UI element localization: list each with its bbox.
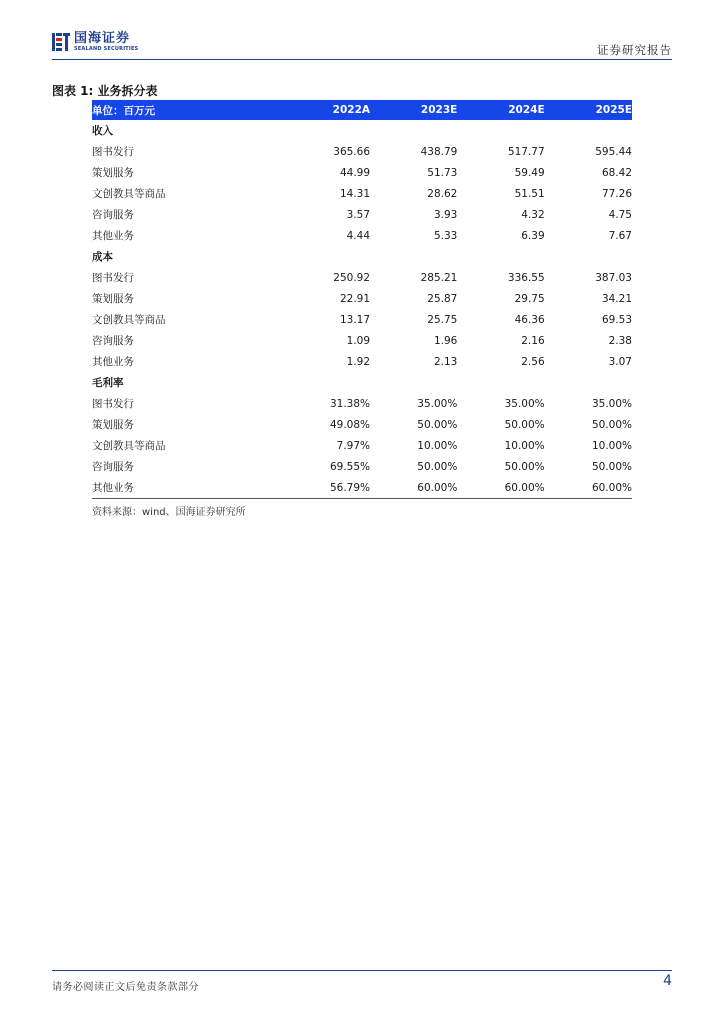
value-cell: 50.00%: [591, 418, 632, 431]
value-cell: 517.77: [507, 145, 545, 158]
row-label: 图书发行: [92, 398, 134, 410]
value-cell: 250.92: [333, 271, 371, 284]
value-cell: 336.55: [507, 271, 545, 284]
table-row: [92, 162, 632, 183]
value-cell: 49.08%: [329, 418, 371, 431]
empty-cell: [457, 372, 544, 393]
table-row: [92, 414, 632, 435]
value-cell: 3.93: [433, 208, 458, 221]
value-cell: 2.16: [521, 334, 545, 347]
row-label: 咨询服务: [92, 209, 134, 221]
value-cell: 56.79%: [283, 477, 370, 499]
value-cell: 7.97%: [336, 439, 371, 452]
value-cell: 29.75: [514, 292, 545, 305]
disclaimer-note: 请务必阅读正文后免责条款部分: [52, 982, 199, 993]
section-row: [92, 246, 632, 267]
value-cell: 1.09: [346, 334, 371, 347]
table-row: [92, 288, 632, 309]
empty-cell: [545, 246, 632, 267]
row-label: 其他业务: [92, 477, 283, 499]
value-cell: 69.55%: [329, 460, 371, 473]
value-cell: 68.42: [601, 166, 632, 179]
table-row: [92, 393, 632, 414]
table-row: [92, 435, 632, 456]
value-cell: 387.03: [595, 271, 632, 284]
row-label: 文创教具等商品: [92, 314, 166, 326]
table-row: [92, 330, 632, 351]
value-cell: 4.75: [608, 208, 632, 221]
value-cell: 1.96: [433, 334, 458, 347]
value-cell: 35.00%: [504, 397, 545, 410]
empty-cell: [283, 120, 370, 141]
value-cell: 10.00%: [591, 439, 632, 452]
value-cell: 51.51: [514, 187, 545, 200]
value-cell: 2.38: [608, 334, 632, 347]
company-logo: [52, 32, 138, 52]
row-label: 图书发行: [92, 146, 134, 158]
value-cell: 13.17: [339, 313, 371, 326]
value-cell: 46.36: [514, 313, 545, 326]
source-note: 资料来源：wind、国海证券研究所: [92, 507, 246, 518]
table-row: [92, 309, 632, 330]
logo-mark-icon: [52, 32, 70, 52]
value-cell: 77.26: [601, 187, 632, 200]
empty-cell: [370, 120, 457, 141]
value-cell: 1.92: [346, 355, 371, 368]
value-cell: 5.33: [433, 229, 458, 242]
row-label: 咨询服务: [92, 461, 134, 473]
value-cell: 60.00%: [457, 477, 544, 499]
value-cell: 69.53: [601, 313, 632, 326]
empty-cell: [545, 120, 632, 141]
row-label: 策划服务: [92, 293, 134, 305]
table-row: [92, 456, 632, 477]
empty-cell: [370, 372, 457, 393]
value-cell: 6.39: [521, 229, 545, 242]
value-cell: 285.21: [420, 271, 458, 284]
column-header: 2022A: [283, 100, 370, 120]
column-header: 2024E: [457, 100, 544, 120]
unit-label: 单位：百万元: [92, 100, 283, 120]
value-cell: 50.00%: [504, 418, 545, 431]
empty-cell: [545, 372, 632, 393]
section-row: [92, 372, 632, 393]
figure-title: 图表 1: 业务拆分表: [52, 84, 158, 98]
value-cell: 51.73: [427, 166, 458, 179]
table-row: [92, 477, 632, 499]
empty-cell: [283, 246, 370, 267]
value-cell: 10.00%: [504, 439, 545, 452]
value-cell: 60.00%: [545, 477, 632, 499]
row-label: 其他业务: [92, 230, 134, 242]
value-cell: 3.07: [608, 355, 632, 368]
empty-cell: [457, 246, 544, 267]
value-cell: 60.00%: [370, 477, 457, 499]
value-cell: 438.79: [420, 145, 458, 158]
value-cell: 4.32: [521, 208, 545, 221]
value-cell: 50.00%: [504, 460, 545, 473]
report-type: 证券研究报告: [597, 43, 672, 57]
value-cell: 14.31: [339, 187, 371, 200]
value-cell: 50.00%: [417, 418, 458, 431]
value-cell: 50.00%: [417, 460, 458, 473]
table-row: [92, 141, 632, 162]
table-row: [92, 267, 632, 288]
value-cell: 28.62: [427, 187, 458, 200]
value-cell: 4.44: [346, 229, 371, 242]
section-label: 收入: [92, 125, 113, 137]
row-label: 文创教具等商品: [92, 440, 166, 452]
row-label: 图书发行: [92, 272, 134, 284]
value-cell: 7.67: [608, 229, 632, 242]
table-row: [92, 183, 632, 204]
section-label: 成本: [92, 251, 113, 263]
row-label: 策划服务: [92, 419, 134, 431]
page-number: 4: [663, 973, 672, 989]
value-cell: 35.00%: [591, 397, 632, 410]
row-label: 咨询服务: [92, 335, 134, 347]
value-cell: 35.00%: [417, 397, 458, 410]
column-header: 2023E: [370, 100, 457, 120]
section-row: [92, 120, 632, 141]
footer-divider: [52, 970, 672, 971]
empty-cell: [370, 246, 457, 267]
value-cell: 365.66: [333, 145, 371, 158]
page-header: [52, 30, 672, 60]
empty-cell: [283, 372, 370, 393]
table-header-row: [92, 100, 632, 120]
value-cell: 50.00%: [591, 460, 632, 473]
value-cell: 44.99: [339, 166, 371, 179]
value-cell: 3.57: [346, 208, 371, 221]
header-divider: [52, 59, 672, 60]
row-label: 其他业务: [92, 356, 134, 368]
value-cell: 25.87: [427, 292, 458, 305]
column-header: 2025E: [545, 100, 632, 120]
table-row: [92, 204, 632, 225]
value-cell: 25.75: [427, 313, 458, 326]
table-row: [92, 351, 632, 372]
table-row: [92, 225, 632, 246]
value-cell: 2.56: [521, 355, 545, 368]
value-cell: 59.49: [514, 166, 545, 179]
empty-cell: [457, 120, 544, 141]
logo-name-cn: 国海证券: [74, 31, 131, 46]
logo-name-en: SEALAND SECURITIES: [74, 46, 139, 52]
section-label: 毛利率: [92, 377, 124, 389]
business-breakdown-table: [92, 100, 632, 499]
row-label: 文创教具等商品: [92, 188, 166, 200]
value-cell: 595.44: [595, 145, 632, 158]
value-cell: 10.00%: [417, 439, 458, 452]
value-cell: 34.21: [601, 292, 632, 305]
row-label: 策划服务: [92, 167, 134, 179]
value-cell: 2.13: [433, 355, 458, 368]
value-cell: 31.38%: [329, 397, 371, 410]
value-cell: 22.91: [339, 292, 371, 305]
